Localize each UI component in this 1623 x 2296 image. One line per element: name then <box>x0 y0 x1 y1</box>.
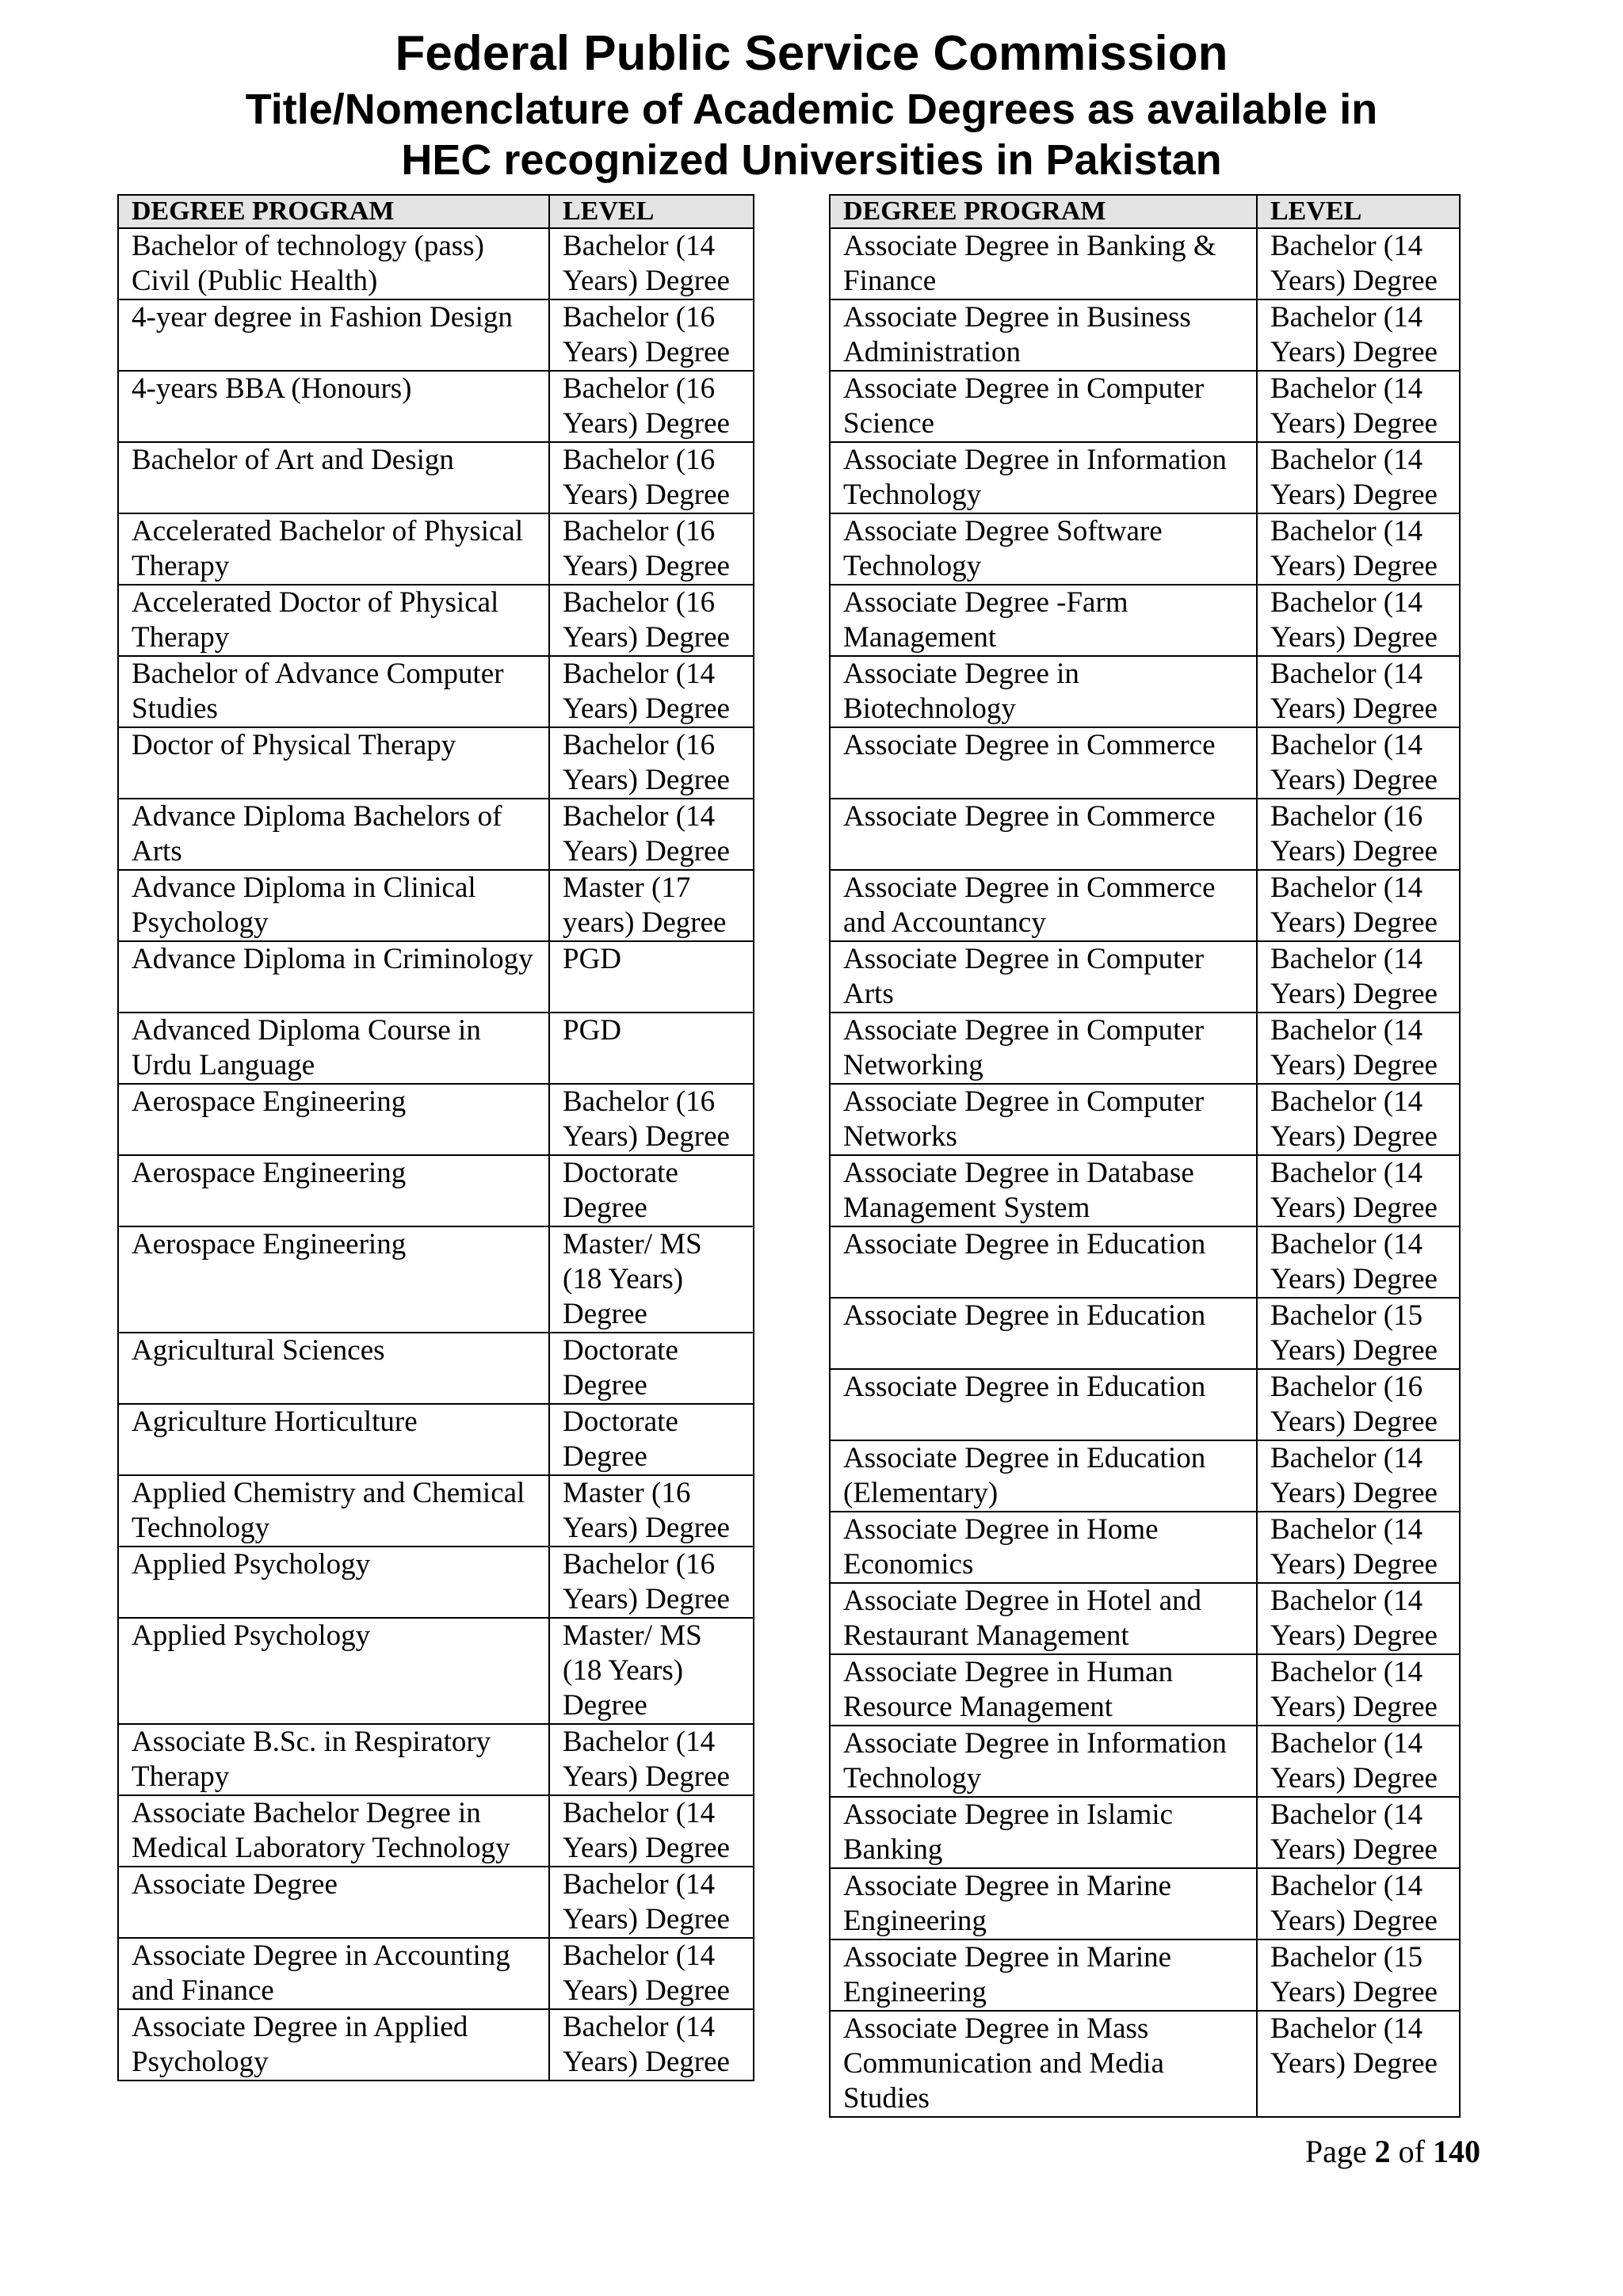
degree-program-cell: 4-years BBA (Honours) <box>118 371 549 442</box>
table-row <box>118 1475 754 1547</box>
page-of-label: of <box>1398 2134 1425 2169</box>
degree-program-cell: Advance Diploma in Criminology <box>118 941 549 1013</box>
degree-level-cell: Bachelor (16 Years) Degree <box>549 442 754 513</box>
table-row <box>118 656 754 727</box>
table-row <box>830 656 1460 727</box>
table-row <box>118 1867 754 1938</box>
degree-program-cell: Associate Degree in Home Economics <box>830 1512 1257 1583</box>
degree-program-cell: Accelerated Doctor of Physical Therapy <box>118 585 549 656</box>
page-number: 2 <box>1374 2134 1391 2169</box>
degree-program-cell: Advanced Diploma Course in Urdu Language <box>118 1013 549 1084</box>
table-row <box>118 228 754 299</box>
table-row <box>118 799 754 870</box>
degree-program-cell: Associate Degree in Education <box>830 1298 1257 1369</box>
degree-level-cell: Master/ MS (18 Years) Degree <box>549 1226 754 1333</box>
degree-program-cell: Associate Degree in Biotechnology <box>830 656 1257 727</box>
degree-program-cell: Aerospace Engineering <box>118 1155 549 1226</box>
degree-program-cell: Applied Chemistry and Chemical Technology <box>118 1475 549 1547</box>
degree-level-cell: Bachelor (14 Years) Degree <box>549 1867 754 1938</box>
degree-program-cell: Bachelor of technology (pass) Civil (Public Health) <box>118 228 549 299</box>
table-row <box>118 299 754 371</box>
table-row <box>118 2009 754 2081</box>
degree-level-cell: Bachelor (14 Years) Degree <box>549 228 754 299</box>
table-row <box>118 1938 754 2009</box>
degree-program-cell: Agricultural Sciences <box>118 1333 549 1404</box>
degree-program-cell: Associate Degree <box>118 1867 549 1938</box>
table-row <box>118 1547 754 1618</box>
table-row <box>830 1084 1460 1155</box>
degree-program-cell: Associate Degree in Accounting and Finance <box>118 1938 549 2009</box>
page-subtitle-line2: HEC recognized Universities in Pakistan <box>401 136 1222 184</box>
degree-table-right <box>829 194 1461 2118</box>
degree-level-cell: Bachelor (14 Years) Degree <box>1257 1726 1460 1797</box>
column-header-degree-program: DEGREE PROGRAM <box>118 195 549 228</box>
degree-level-cell: Bachelor (16 Years) Degree <box>549 727 754 799</box>
table-row <box>118 941 754 1013</box>
table-row <box>118 1226 754 1333</box>
page-title: Federal Public Service Commission <box>395 26 1228 81</box>
table-row <box>830 1797 1460 1868</box>
degree-level-cell: Master (16 Years) Degree <box>549 1475 754 1547</box>
degree-level-cell: Bachelor (16 Years) Degree <box>549 513 754 585</box>
degree-level-cell: Bachelor (14 Years) Degree <box>1257 1440 1460 1512</box>
table-row <box>830 1868 1460 1939</box>
degree-program-cell: Bachelor of Advance Computer Studies <box>118 656 549 727</box>
degree-level-cell: Bachelor (14 Years) Degree <box>1257 1226 1460 1298</box>
table-row <box>830 228 1460 299</box>
degree-table-left-body <box>118 228 754 2081</box>
degree-level-cell: Bachelor (14 Years) Degree <box>549 1938 754 2009</box>
degree-level-cell: Bachelor (16 Years) Degree <box>1257 1369 1460 1440</box>
degree-level-cell: Bachelor (14 Years) Degree <box>1257 1155 1460 1226</box>
degree-level-cell: Bachelor (16 Years) Degree <box>549 299 754 371</box>
degree-program-cell: Doctor of Physical Therapy <box>118 727 549 799</box>
table-row <box>830 1226 1460 1298</box>
table-row <box>118 371 754 442</box>
degree-level-cell: Bachelor (14 Years) Degree <box>1257 299 1460 371</box>
table-row <box>830 442 1460 513</box>
degree-level-cell: Bachelor (14 Years) Degree <box>1257 228 1460 299</box>
degree-level-cell: Bachelor (14 Years) Degree <box>1257 442 1460 513</box>
degree-level-cell: Master (17 years) Degree <box>549 870 754 941</box>
degree-program-cell: Bachelor of Art and Design <box>118 442 549 513</box>
table-row <box>118 870 754 941</box>
page-label: Page <box>1304 2134 1367 2169</box>
degree-program-cell: Associate Degree in Database Management System <box>830 1155 1257 1226</box>
degree-level-cell: Doctorate Degree <box>549 1155 754 1226</box>
degree-level-cell: Bachelor (15 Years) Degree <box>1257 1939 1460 2011</box>
degree-program-cell: Associate Degree in Mass Communication and Media Studies <box>830 2011 1257 2117</box>
degree-program-cell: Associate Degree in Islamic Banking <box>830 1797 1257 1868</box>
degree-level-cell: Master/ MS (18 Years) Degree <box>549 1618 754 1724</box>
degree-level-cell: Bachelor (14 Years) Degree <box>1257 2011 1460 2117</box>
degree-level-cell: Bachelor (14 Years) Degree <box>1257 727 1460 799</box>
degree-level-cell: Bachelor (16 Years) Degree <box>549 1084 754 1155</box>
table-row <box>830 1726 1460 1797</box>
degree-program-cell: Associate Degree in Education (Elementary) <box>830 1440 1257 1512</box>
degree-program-cell: Associate Degree in Hotel and Restaurant Management <box>830 1583 1257 1654</box>
degree-program-cell: Associate Degree in Commerce <box>830 727 1257 799</box>
table-row <box>830 299 1460 371</box>
degree-level-cell: Bachelor (14 Years) Degree <box>1257 1583 1460 1654</box>
table-row <box>830 1654 1460 1726</box>
column-header-level: LEVEL <box>1257 195 1460 228</box>
degree-program-cell: Associate Bachelor Degree in Medical Laboratory Technology <box>118 1795 549 1867</box>
degree-program-cell: Associate Degree in Human Resource Management <box>830 1654 1257 1726</box>
degree-level-cell: PGD <box>549 941 754 1013</box>
degree-level-cell: Bachelor (14 Years) Degree <box>1257 585 1460 656</box>
degree-level-cell: Bachelor (14 Years) Degree <box>1257 870 1460 941</box>
degree-program-cell: Associate Degree in Computer Networks <box>830 1084 1257 1155</box>
table-row <box>830 1512 1460 1583</box>
page-header <box>0 24 1623 185</box>
table-row <box>118 1724 754 1795</box>
degree-program-cell: Agriculture Horticulture <box>118 1404 549 1475</box>
degree-level-cell: Bachelor (16 Years) Degree <box>549 585 754 656</box>
degree-program-cell: Applied Psychology <box>118 1547 549 1618</box>
degree-program-cell: Associate Degree in Education <box>830 1226 1257 1298</box>
table-row <box>118 442 754 513</box>
table-row <box>118 1084 754 1155</box>
degree-level-cell: Bachelor (14 Years) Degree <box>1257 1084 1460 1155</box>
page-total: 140 <box>1433 2134 1480 2169</box>
degree-program-cell: Associate Degree in Banking & Finance <box>830 228 1257 299</box>
degree-program-cell: 4-year degree in Fashion Design <box>118 299 549 371</box>
degree-program-cell: Applied Psychology <box>118 1618 549 1724</box>
table-row <box>830 1013 1460 1084</box>
table-row <box>830 1155 1460 1226</box>
degree-level-cell: Bachelor (14 Years) Degree <box>1257 1512 1460 1583</box>
table-row <box>830 1939 1460 2011</box>
table-row <box>830 870 1460 941</box>
degree-level-cell: Bachelor (14 Years) Degree <box>549 2009 754 2081</box>
degree-level-cell: Bachelor (16 Years) Degree <box>1257 799 1460 870</box>
degree-level-cell: Bachelor (14 Years) Degree <box>1257 1654 1460 1726</box>
degree-program-cell: Associate Degree in Computer Networking <box>830 1013 1257 1084</box>
degree-program-cell: Associate Degree in Information Technology <box>830 442 1257 513</box>
table-row <box>830 1583 1460 1654</box>
degree-level-cell: Doctorate Degree <box>549 1333 754 1404</box>
degree-level-cell: Bachelor (14 Years) Degree <box>549 799 754 870</box>
degree-level-cell: PGD <box>549 1013 754 1084</box>
degree-level-cell: Bachelor (15 Years) Degree <box>1257 1298 1460 1369</box>
degree-program-cell: Associate Degree in Business Administration <box>830 299 1257 371</box>
table-row <box>830 585 1460 656</box>
degree-level-cell: Bachelor (14 Years) Degree <box>1257 656 1460 727</box>
page-footer <box>1305 2133 1480 2170</box>
degree-program-cell: Associate Degree in Marine Engineering <box>830 1939 1257 2011</box>
degree-level-cell: Bachelor (16 Years) Degree <box>549 371 754 442</box>
table-row <box>118 1013 754 1084</box>
table-row <box>118 1333 754 1404</box>
degree-program-cell: Accelerated Bachelor of Physical Therapy <box>118 513 549 585</box>
degree-program-cell: Associate Degree -Farm Management <box>830 585 1257 656</box>
degree-program-cell: Associate Degree in Computer Arts <box>830 941 1257 1013</box>
degree-program-cell: Associate Degree Software Technology <box>830 513 1257 585</box>
degree-program-cell: Associate B.Sc. in Respiratory Therapy <box>118 1724 549 1795</box>
table-row <box>830 1369 1460 1440</box>
table-row <box>118 513 754 585</box>
table-row <box>118 1795 754 1867</box>
degree-program-cell: Associate Degree in Commerce <box>830 799 1257 870</box>
table-row <box>830 513 1460 585</box>
table-row <box>830 371 1460 442</box>
degree-level-cell: Bachelor (14 Years) Degree <box>1257 371 1460 442</box>
degree-level-cell: Bachelor (14 Years) Degree <box>549 1795 754 1867</box>
table-row <box>118 585 754 656</box>
degree-level-cell: Bachelor (14 Years) Degree <box>1257 1797 1460 1868</box>
table-row <box>830 727 1460 799</box>
degree-level-cell: Bachelor (14 Years) Degree <box>1257 1868 1460 1939</box>
table-row <box>118 1404 754 1475</box>
degree-level-cell: Bachelor (14 Years) Degree <box>549 1724 754 1795</box>
degree-program-cell: Associate Degree in Computer Science <box>830 371 1257 442</box>
degree-program-cell: Associate Degree in Applied Psychology <box>118 2009 549 2081</box>
degree-level-cell: Doctorate Degree <box>549 1404 754 1475</box>
degree-program-cell: Associate Degree in Marine Engineering <box>830 1868 1257 1939</box>
degree-program-cell: Aerospace Engineering <box>118 1084 549 1155</box>
table-header-row <box>118 195 754 228</box>
table-row <box>118 727 754 799</box>
degree-level-cell: Bachelor (14 Years) Degree <box>549 656 754 727</box>
degree-level-cell: Bachelor (16 Years) Degree <box>549 1547 754 1618</box>
table-row <box>830 799 1460 870</box>
column-header-level: LEVEL <box>549 195 754 228</box>
degree-level-cell: Bachelor (14 Years) Degree <box>1257 1013 1460 1084</box>
table-row <box>118 1155 754 1226</box>
column-header-degree-program: DEGREE PROGRAM <box>830 195 1257 228</box>
degree-program-cell: Associate Degree in Education <box>830 1369 1257 1440</box>
degree-level-cell: Bachelor (14 Years) Degree <box>1257 941 1460 1013</box>
degree-program-cell: Advance Diploma Bachelors of Arts <box>118 799 549 870</box>
table-header-row <box>830 195 1460 228</box>
table-row <box>830 2011 1460 2117</box>
degree-program-cell: Aerospace Engineering <box>118 1226 549 1333</box>
degree-level-cell: Bachelor (14 Years) Degree <box>1257 513 1460 585</box>
degree-table-right-body <box>830 228 1460 2117</box>
table-row <box>830 1298 1460 1369</box>
degree-program-cell: Associate Degree in Information Technology <box>830 1726 1257 1797</box>
table-row <box>118 1618 754 1724</box>
table-row <box>830 941 1460 1013</box>
degree-program-cell: Advance Diploma in Clinical Psychology <box>118 870 549 941</box>
page-subtitle-line1: Title/Nomenclature of Academic Degrees as available in <box>245 86 1378 133</box>
degree-program-cell: Associate Degree in Commerce and Accountancy <box>830 870 1257 941</box>
table-row <box>830 1440 1460 1512</box>
degree-table-left <box>117 194 754 2081</box>
